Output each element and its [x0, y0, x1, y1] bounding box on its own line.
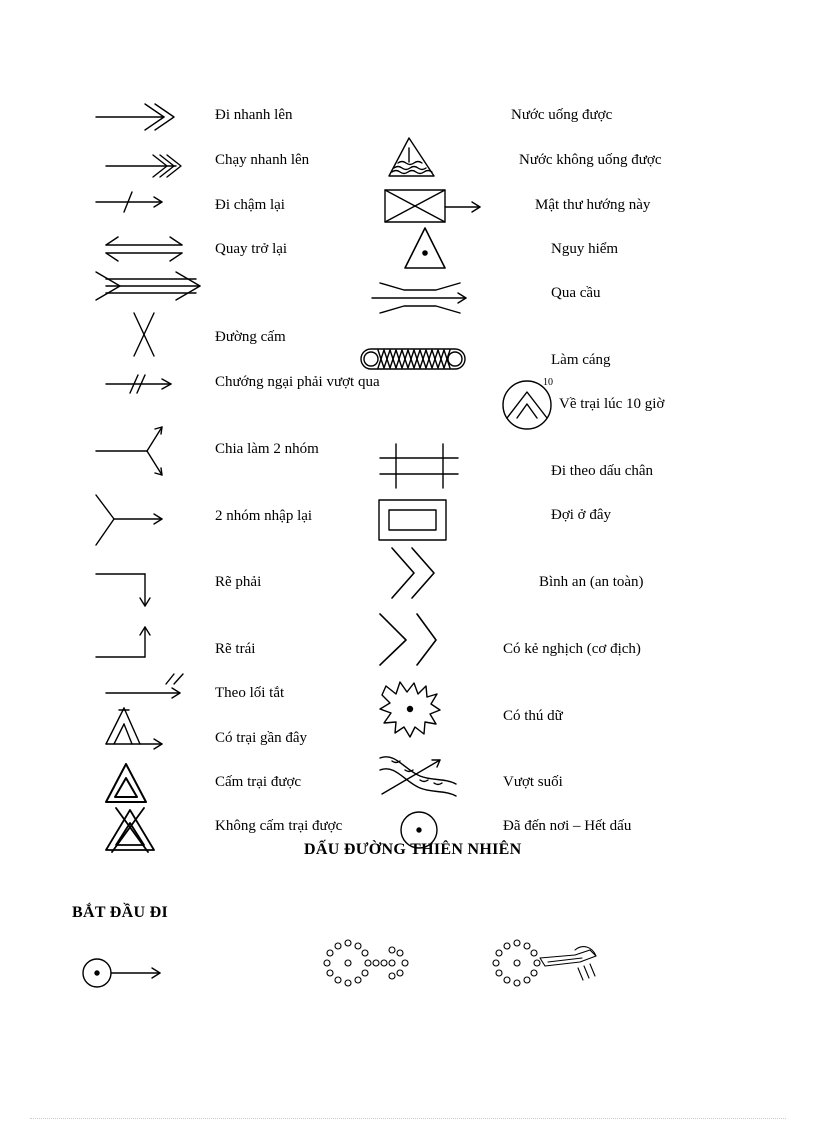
label-follow-footprints: Đi theo dấu chân — [551, 463, 654, 479]
label-turn-right: Rẽ phải — [215, 574, 262, 590]
double-chevron-icon — [392, 548, 434, 598]
label-turn-back: Quay trở lại — [215, 241, 288, 257]
pebble-circle-pair-icon — [324, 940, 408, 986]
nested-triangle-icon — [106, 764, 146, 802]
start-title: BẮT ĐẦU ĐI — [72, 904, 169, 921]
cross-x-icon — [134, 313, 154, 356]
end-circle-icon — [401, 812, 437, 848]
label-arrived-end: Đã đến nơi – Hết dấu — [503, 818, 632, 834]
label-cross-stream: Vượt suối — [503, 774, 563, 790]
pebble-circle-stick-icon — [493, 940, 596, 986]
label-wild-animal: Có thú dữ — [503, 708, 563, 724]
label-merge-groups: 2 nhóm nhập lại — [215, 508, 313, 524]
stream-crossing-icon — [380, 757, 456, 796]
enemy-chevron-icon — [380, 614, 436, 665]
label-walk-faster: Đi nhanh lên — [215, 107, 293, 123]
double-chevron-arrow-icon — [96, 104, 174, 130]
page-bottom-dotted-rule — [30, 1118, 786, 1119]
undrinkable-water-icon — [389, 138, 434, 176]
triple-chevron-arrow-icon — [106, 155, 181, 177]
label-camping-not-forbidden: Không cấm trại được — [215, 818, 343, 834]
label-turn-left: Rẽ trái — [215, 641, 256, 657]
parallel-arrows-icon — [106, 237, 182, 261]
turn-left-icon — [96, 627, 150, 657]
crossed-triangle-icon — [106, 808, 154, 852]
label-wait-here: Đợi ở đây — [551, 507, 612, 523]
label-safe: Bình an (an toàn) — [539, 574, 644, 590]
label-cross-bridge: Qua cầu — [551, 285, 601, 301]
split-fork-icon — [96, 427, 162, 475]
footprint-grid-icon — [380, 444, 458, 488]
start-circle-arrow-icon — [83, 959, 160, 987]
bridge-icon — [372, 283, 466, 313]
label-make-stretcher: Làm cáng — [551, 352, 611, 368]
wild-animal-icon — [380, 682, 440, 737]
label-run-faster: Chạy nhanh lên — [215, 152, 310, 168]
label-forbidden-road: Đường cấm — [215, 329, 286, 345]
section-title: DẤU ĐƯỜNG THIÊN NHIÊN — [304, 841, 522, 858]
label-slow-down: Đi chậm lại — [215, 197, 285, 213]
long-triple-line-arrow-icon — [96, 272, 200, 300]
turn-right-icon — [96, 574, 150, 606]
slashed-arrow-icon — [96, 192, 162, 212]
merge-fork-icon — [96, 495, 162, 545]
label-camp-nearby: Có trại gần đây — [215, 730, 308, 746]
label-danger: Nguy hiểm — [551, 241, 619, 257]
label-enemy: Có kẻ nghịch (cơ địch) — [503, 641, 641, 657]
label-split-groups: Chia làm 2 nhóm — [215, 441, 319, 457]
envelope-arrow-icon — [385, 190, 480, 222]
label-undrinkable-water: Nước không uống được — [519, 152, 662, 168]
shortcut-arrow-icon — [106, 674, 183, 698]
label-camping-allowed: Cấm trại được — [215, 774, 302, 790]
label-secret-message: Mật thư hướng này — [535, 197, 651, 213]
danger-triangle-icon — [405, 228, 445, 268]
camp-chain-icon — [361, 349, 465, 369]
tent-arrow-icon — [106, 708, 162, 749]
label-ten-mark: 10 — [543, 377, 553, 388]
label-obstacle: Chướng ngại phải vượt qua — [215, 374, 380, 390]
double-slash-arrow-icon — [106, 375, 171, 393]
return-camp-icon — [503, 381, 551, 429]
label-shortcut: Theo lối tắt — [215, 685, 285, 701]
label-return-camp: Về trại lúc 10 giờ — [559, 396, 665, 412]
wait-box-icon — [379, 500, 446, 540]
label-drinkable-water: Nước uống được — [511, 107, 613, 123]
